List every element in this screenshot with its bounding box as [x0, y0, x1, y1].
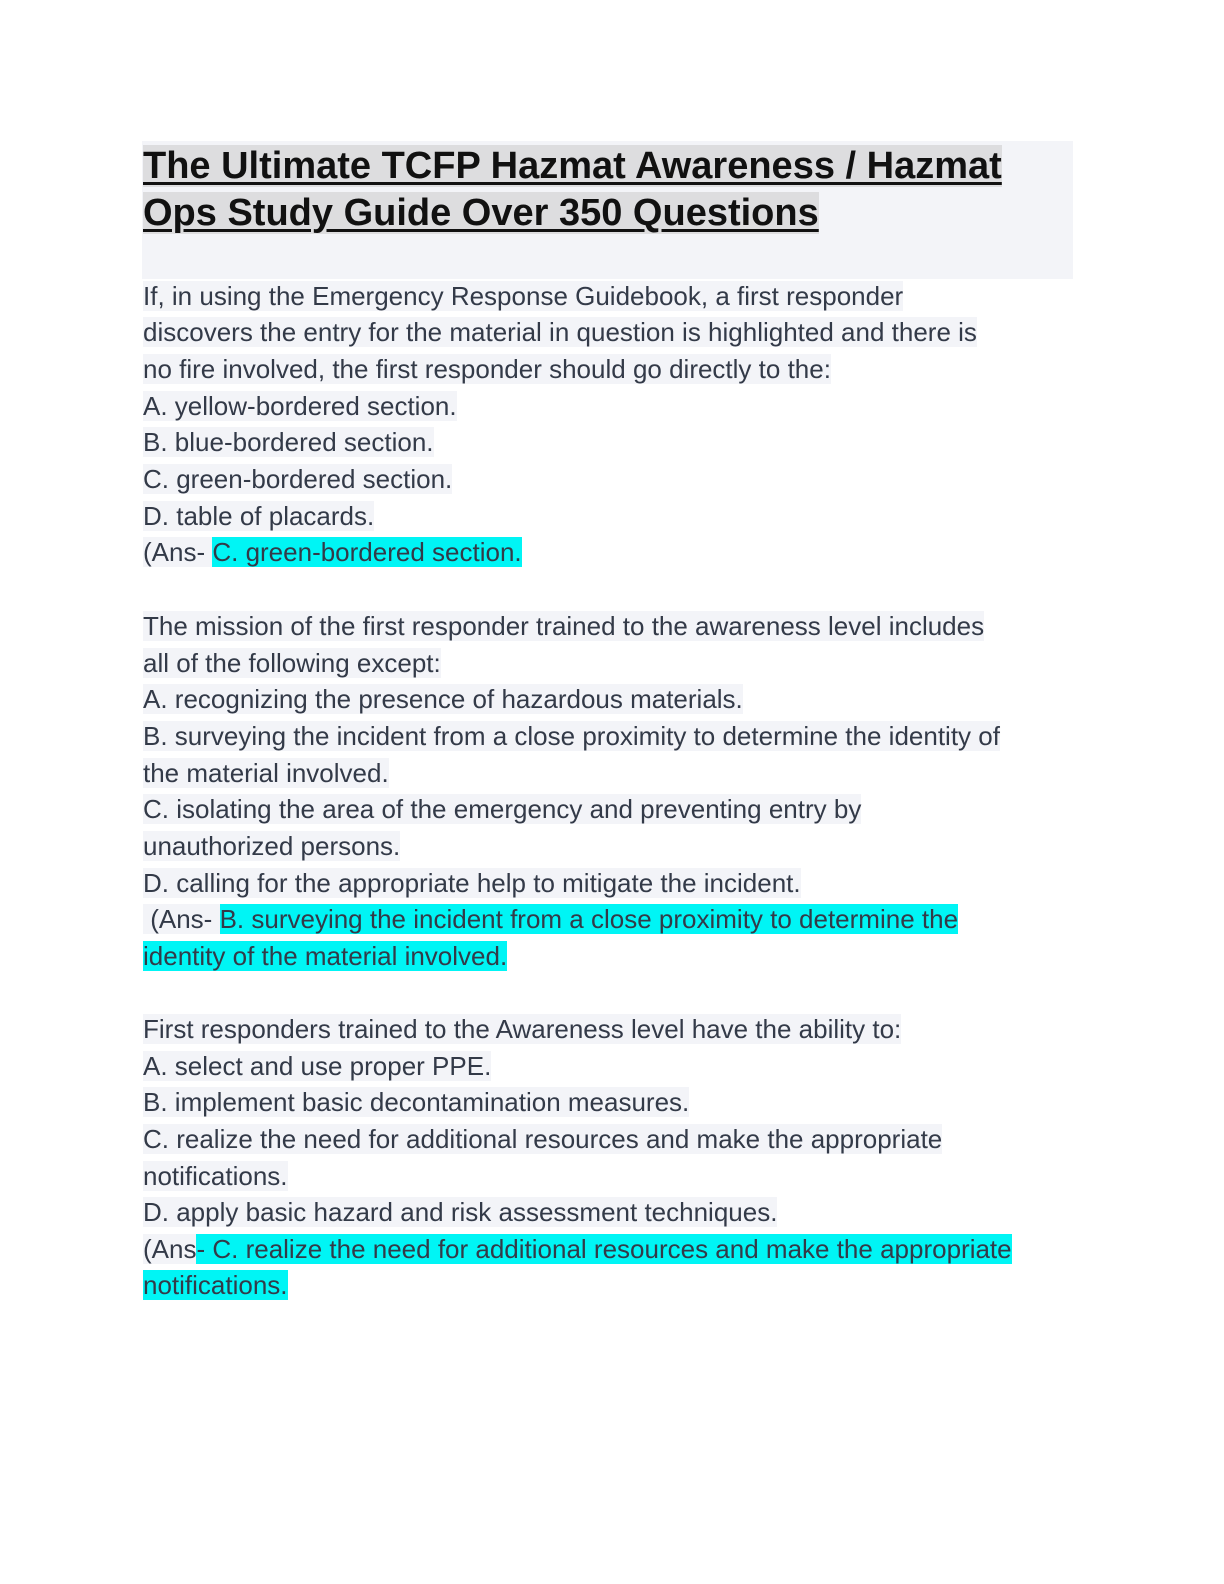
q1-option-b: B. blue-bordered section. — [143, 427, 434, 457]
page-title-line-2: Ops Study Guide Over 350 Questions — [143, 192, 819, 234]
q3-answer — [143, 1232, 1012, 1266]
q1-answer-prefix: (Ans- — [143, 537, 213, 567]
q3-option-c: C. realize the need for additional resources and make the appropriate — [143, 1124, 943, 1154]
q1-text-line: If, in using the Emergency Response Guidebook, a first responder — [143, 281, 904, 311]
q3-option-d: D. apply basic hazard and risk assessment techniques. — [143, 1197, 778, 1227]
q2-answer-cont: identity of the material involved. — [143, 941, 508, 971]
q1-option-a: A. yellow-bordered section. — [143, 391, 457, 421]
q2-answer-highlight: B. surveying the incident from a close proximity to determine the — [219, 904, 959, 934]
q2-answer-prefix: (Ans- — [143, 904, 220, 934]
q2-text-line: all of the following except: — [143, 648, 441, 678]
q3-option-a: A. select and use proper PPE. — [143, 1051, 492, 1081]
q3-answer-cont: notifications. — [143, 1270, 288, 1300]
q2-option-c-cont: unauthorized persons. — [143, 831, 401, 861]
q1-text-line: discovers the entry for the material in question is highlighted and there is — [143, 317, 977, 347]
q3-answer-prefix: (Ans — [143, 1234, 197, 1264]
q3-answer-highlight: - C. realize the need for additional resources and make the appropriate — [196, 1234, 1012, 1264]
q1-text-line: no fire involved, the first responder should go directly to the: — [143, 354, 831, 384]
q2-option-b-cont: the material involved. — [143, 758, 389, 788]
q2-text-line: The mission of the first responder trained to the awareness level includes — [143, 611, 985, 641]
q1-option-d: D. table of placards. — [143, 501, 375, 531]
q2-option-d: D. calling for the appropriate help to mitigate the incident. — [143, 868, 801, 898]
q3-option-c-cont: notifications. — [143, 1161, 288, 1191]
q2-option-c: C. isolating the area of the emergency and preventing entry by — [143, 794, 862, 824]
q2-option-a: A. recognizing the presence of hazardous materials. — [143, 684, 743, 714]
q1-option-c: C. green-bordered section. — [143, 464, 453, 494]
page-title-line-1: The Ultimate TCFP Hazmat Awareness / Hazmat — [143, 145, 1002, 187]
q1-answer — [143, 535, 522, 569]
q2-option-b: B. surveying the incident from a close proximity to determine the identity of — [143, 721, 1000, 751]
q1-answer-highlight: C. green-bordered section. — [212, 537, 522, 567]
q3-text-line: First responders trained to the Awareness level have the ability to: — [143, 1014, 902, 1044]
q2-answer — [143, 902, 958, 936]
q3-option-b: B. implement basic decontamination measures. — [143, 1087, 690, 1117]
